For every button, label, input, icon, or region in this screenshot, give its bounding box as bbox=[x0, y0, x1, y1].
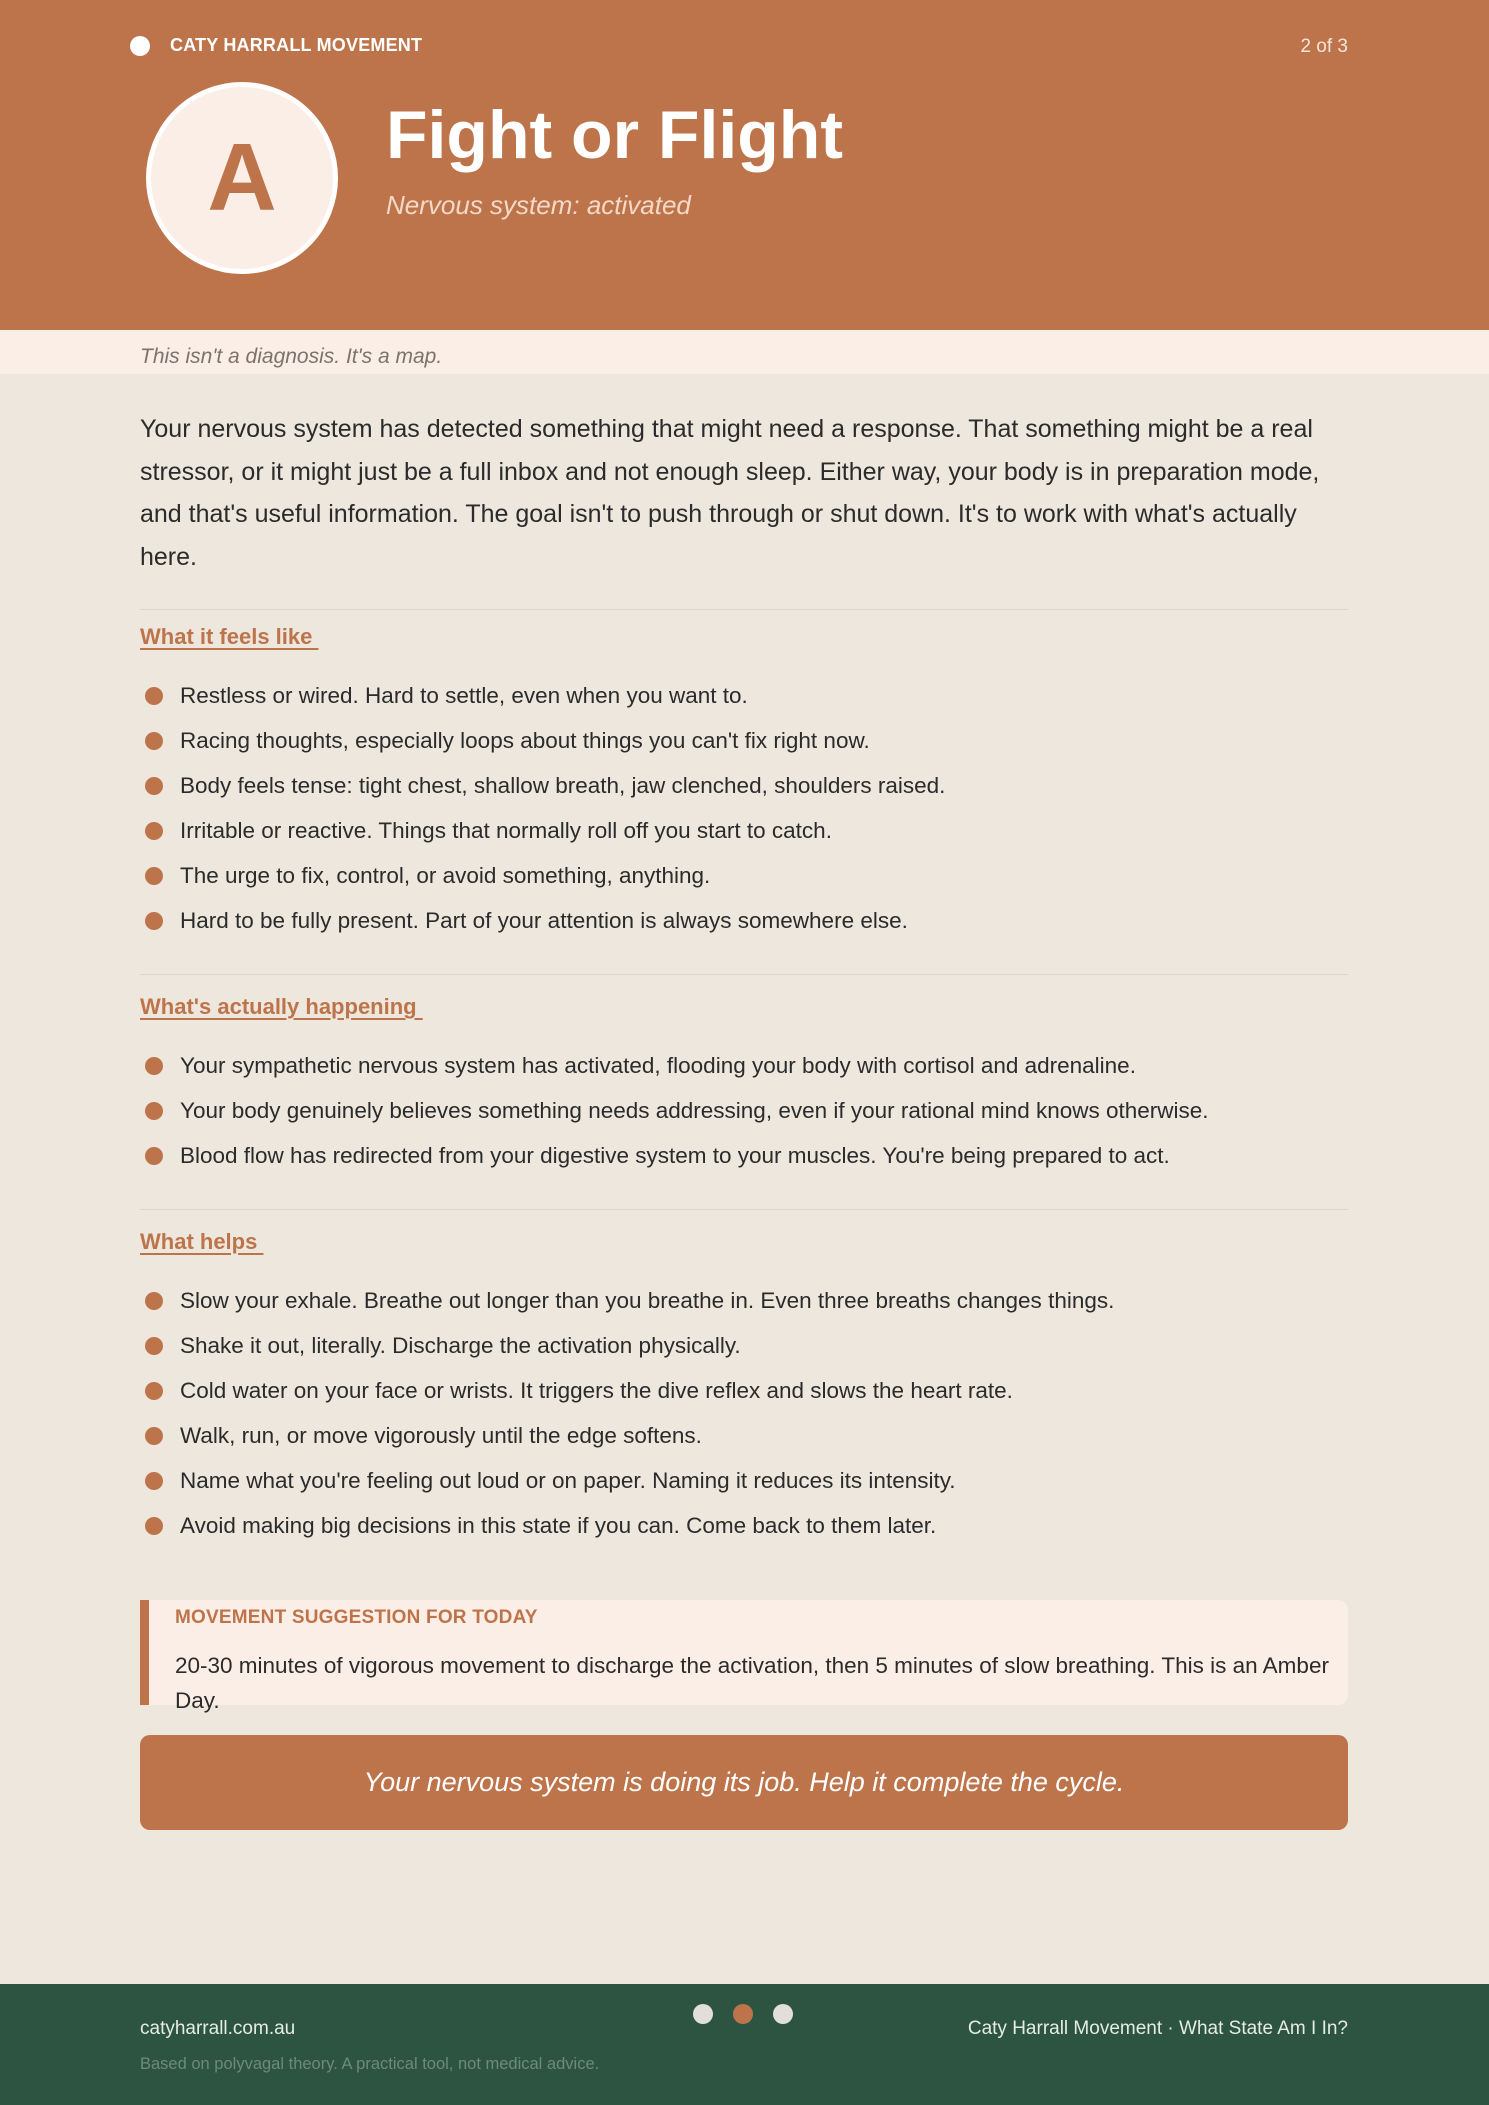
divider bbox=[140, 609, 1348, 610]
list-item bbox=[140, 1421, 1348, 1466]
list-item bbox=[140, 1141, 1348, 1186]
suggestion-text: 20-30 minutes of vigorous movement to discharge the activation, then 5 minutes of slow breathing. This is an Amber Day. bbox=[175, 1653, 1329, 1713]
list-item-text: Walk, run, or move vigorously until the edge softens. bbox=[180, 1423, 702, 1448]
footer bbox=[0, 1984, 1489, 2105]
brand-name: CATY HARRALL MOVEMENT bbox=[170, 35, 423, 55]
list-item bbox=[140, 726, 1348, 771]
bullet-icon bbox=[145, 822, 163, 840]
state-badge bbox=[146, 82, 338, 274]
intro-paragraph: Your nervous system has detected something that might need a response. That something might be a real stressor, or it might just be a full inbox and not enough sleep. Either way, your body is in preparation mode, and that's useful information. The goal isn't to push through or shut down. It's to work with what's actually here. bbox=[140, 415, 1320, 571]
bullet-icon bbox=[145, 1472, 163, 1490]
list-item bbox=[140, 1511, 1348, 1556]
list-item-text: The urge to fix, control, or avoid something, anything. bbox=[180, 863, 711, 888]
list-item-text: Restless or wired. Hard to settle, even when you want to. bbox=[180, 683, 748, 708]
list-item-text: Racing thoughts, especially loops about things you can't fix right now. bbox=[180, 728, 870, 753]
list-happening bbox=[140, 1051, 1348, 1186]
bullet-icon bbox=[145, 1382, 163, 1400]
brand-dot-icon bbox=[130, 36, 150, 56]
list-item-text: Name what you're feeling out loud or on paper. Naming it reduces its intensity. bbox=[180, 1468, 956, 1493]
list-item-text: Slow your exhale. Breathe out longer than you breathe in. Even three breaths changes things. bbox=[180, 1288, 1115, 1313]
bullet-icon bbox=[145, 1517, 163, 1535]
list-feels bbox=[140, 681, 1348, 951]
page-title: Fight or Flight bbox=[386, 97, 843, 173]
list-item bbox=[140, 861, 1348, 906]
list-item bbox=[140, 1466, 1348, 1511]
suggestion-label: MOVEMENT SUGGESTION FOR TODAY bbox=[175, 1607, 538, 1628]
list-item bbox=[140, 906, 1348, 951]
page-count: 2 of 3 bbox=[1300, 36, 1348, 57]
page-dot-active bbox=[733, 2004, 753, 2024]
footer-note: Based on polyvagal theory. A practical tool, not medical advice. bbox=[140, 2055, 600, 2073]
list-item bbox=[140, 1096, 1348, 1141]
list-item bbox=[140, 1051, 1348, 1096]
bullet-icon bbox=[145, 912, 163, 930]
page-dot bbox=[773, 2004, 793, 2024]
quote-box bbox=[140, 1735, 1348, 1830]
list-helps bbox=[140, 1286, 1348, 1556]
page-subtitle: Nervous system: activated bbox=[386, 190, 691, 220]
bullet-icon bbox=[145, 732, 163, 750]
quote-text: Your nervous system is doing its job. Help it complete the cycle. bbox=[363, 1767, 1125, 1797]
list-item bbox=[140, 816, 1348, 861]
list-item bbox=[140, 1331, 1348, 1376]
list-item-text: Your body genuinely believes something needs addressing, even if your rational mind knows otherwise. bbox=[180, 1098, 1209, 1123]
badge-letter: A bbox=[207, 124, 277, 231]
list-item-text: Your sympathetic nervous system has activated, flooding your body with cortisol and adrenaline. bbox=[180, 1053, 1136, 1078]
list-item-text: Body feels tense: tight chest, shallow breath, jaw clenched, shoulders raised. bbox=[180, 773, 946, 798]
bullet-icon bbox=[145, 687, 163, 705]
section-heading-feels: What it feels like bbox=[140, 624, 319, 649]
bullet-icon bbox=[145, 1292, 163, 1310]
bullet-icon bbox=[145, 1057, 163, 1075]
section-heading-happening: What's actually happening bbox=[140, 994, 423, 1019]
disclaimer: This isn't a diagnosis. It's a map. bbox=[140, 345, 443, 368]
bullet-icon bbox=[145, 867, 163, 885]
list-item-text: Avoid making big decisions in this state if you can. Come back to them later. bbox=[180, 1513, 937, 1538]
footer-title: Caty Harrall Movement · What State Am I In? bbox=[967, 2018, 1348, 2039]
list-item-text: Hard to be fully present. Part of your attention is always somewhere else. bbox=[180, 908, 908, 933]
list-item-text: Shake it out, literally. Discharge the activation physically. bbox=[180, 1333, 741, 1358]
list-item-text: Cold water on your face or wrists. It triggers the dive reflex and slows the heart rate. bbox=[180, 1378, 1013, 1403]
bullet-icon bbox=[145, 1147, 163, 1165]
footer-site-link[interactable]: catyharrall.com.au bbox=[140, 2018, 296, 2039]
divider bbox=[140, 974, 1348, 975]
list-item bbox=[140, 681, 1348, 726]
divider bbox=[140, 1209, 1348, 1210]
list-item bbox=[140, 1376, 1348, 1421]
list-item bbox=[140, 1286, 1348, 1331]
list-item bbox=[140, 771, 1348, 816]
suggestion-accent-bar bbox=[140, 1600, 149, 1705]
bullet-icon bbox=[145, 1102, 163, 1120]
list-item-text: Irritable or reactive. Things that normally roll off you start to catch. bbox=[180, 818, 832, 843]
page-dot bbox=[693, 2004, 713, 2024]
list-item-text: Blood flow has redirected from your digestive system to your muscles. You're being prepared to act. bbox=[180, 1143, 1170, 1168]
section-heading-helps: What helps bbox=[140, 1229, 264, 1254]
bullet-icon bbox=[145, 1427, 163, 1445]
bullet-icon bbox=[145, 777, 163, 795]
bullet-icon bbox=[145, 1337, 163, 1355]
